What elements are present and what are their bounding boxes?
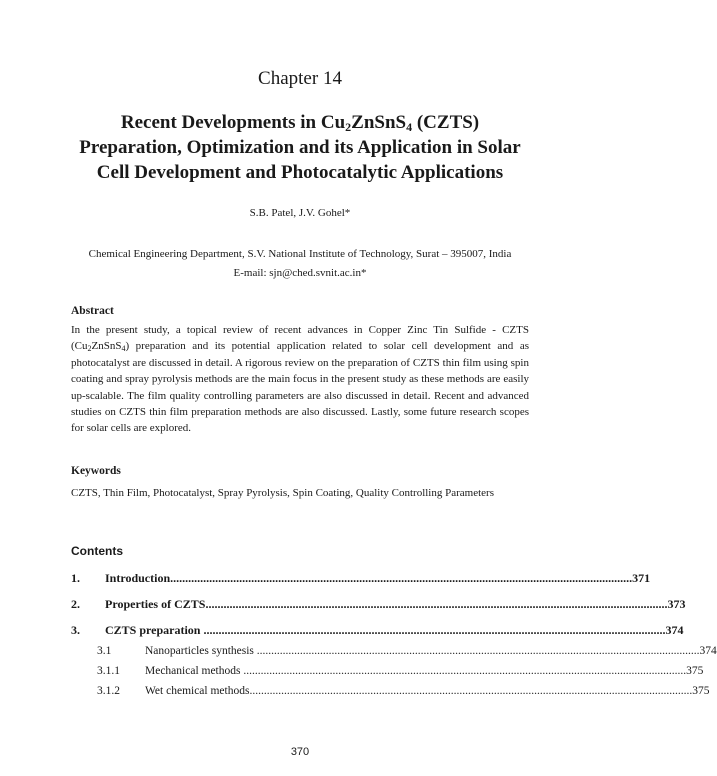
toc-label: Properties of CZTS <box>105 597 206 611</box>
toc-page: 374 <box>699 645 717 657</box>
authors: S.B. Patel, J.V. Gohel* <box>249 207 351 219</box>
page-number: 370 <box>290 746 310 758</box>
keywords-body: CZTS, Thin Film, Photocatalyst, Spray Pyrolysis, Spin Coating, Quality Controlling Parameters <box>71 487 494 499</box>
title-line-3: Cell Development and Photocatalytic Applications <box>96 162 504 183</box>
toc-entry-nanoparticles[interactable] <box>97 645 717 657</box>
contents-heading: Contents <box>71 544 123 558</box>
toc-leader: .......................................................................................................................................................... <box>253 645 700 657</box>
toc-page: 371 <box>632 571 651 585</box>
title-line-1 <box>40 110 560 135</box>
toc-leader: .......................................................................................................................................................... <box>170 571 633 585</box>
abstract-heading: Abstract <box>71 305 114 317</box>
toc-leader: .......................................................................................................................................................... <box>249 685 693 697</box>
toc-entry-introduction[interactable] <box>71 571 651 586</box>
toc-leader: .......................................................................................................................................................... <box>205 597 668 611</box>
title-text: (CZTS) <box>412 112 480 133</box>
toc-number: 3. <box>71 623 80 637</box>
toc-number: 3.1.2 <box>97 685 120 697</box>
toc-label: Wet chemical methods <box>145 685 250 697</box>
abstract-body <box>71 322 529 437</box>
title-line-2: Preparation, Optimization and its Application in Solar <box>79 137 521 158</box>
toc-number: 2. <box>71 597 80 611</box>
paper-title <box>40 110 560 185</box>
title-text: ZnSnS <box>351 112 407 133</box>
title-subscript: 2 <box>345 120 352 134</box>
toc-leader: .......................................................................................................................................................... <box>240 665 687 677</box>
abstract-text: ) preparation and its potential application related to solar cell development and as photocatalyst are discussed in detail. A rigorous review on the preparation of CZTS thin film using spin coating and spray pyrolysis methods are the main focus in the present study as these methods are easily up-scalable. The film quality controlling parameters are also discussed in detail. Recent and advanced studies on CZTS thin film preparation methods are also discussed. Lastly, some future research scopes for solar cells are explored. <box>71 340 529 435</box>
abstract-subscript: 2 <box>87 344 92 354</box>
toc-number: 1. <box>71 571 80 585</box>
abstract-text: In the present study, a topical review of recent advances in Copper Zinc Tin Sulfide - CZTS (Cu <box>71 324 529 353</box>
toc-entry-wet-chemical[interactable] <box>97 685 710 697</box>
toc-entry-properties[interactable] <box>71 597 686 612</box>
title-text: Recent Developments in Cu <box>120 112 346 133</box>
keywords-heading: Keywords <box>71 465 121 477</box>
toc-page: 373 <box>667 597 686 611</box>
affiliation: Chemical Engineering Department, S.V. National Institute of Technology, Surat – 395007, India <box>88 248 512 260</box>
toc-label: Introduction <box>105 571 171 585</box>
toc-label: Nanoparticles synthesis <box>145 645 254 657</box>
email: E-mail: sjn@ched.svnit.ac.in* <box>233 267 367 279</box>
toc-label: CZTS preparation <box>105 623 201 637</box>
toc-entry-mechanical[interactable] <box>97 665 704 677</box>
toc-number: 3.1.1 <box>97 665 120 677</box>
toc-page: 375 <box>692 685 710 697</box>
toc-number: 3.1 <box>97 645 112 657</box>
toc-page: 375 <box>686 665 704 677</box>
chapter-label: Chapter 14 <box>258 68 342 89</box>
toc-page: 374 <box>665 623 684 637</box>
abstract-text: ZnSnS <box>91 340 122 353</box>
toc-label: Mechanical methods <box>145 665 241 677</box>
abstract-subscript: 4 <box>121 344 126 354</box>
toc-entry-preparation[interactable] <box>71 623 684 638</box>
title-subscript: 4 <box>406 120 413 134</box>
toc-leader: .......................................................................................................................................................... <box>200 623 666 637</box>
